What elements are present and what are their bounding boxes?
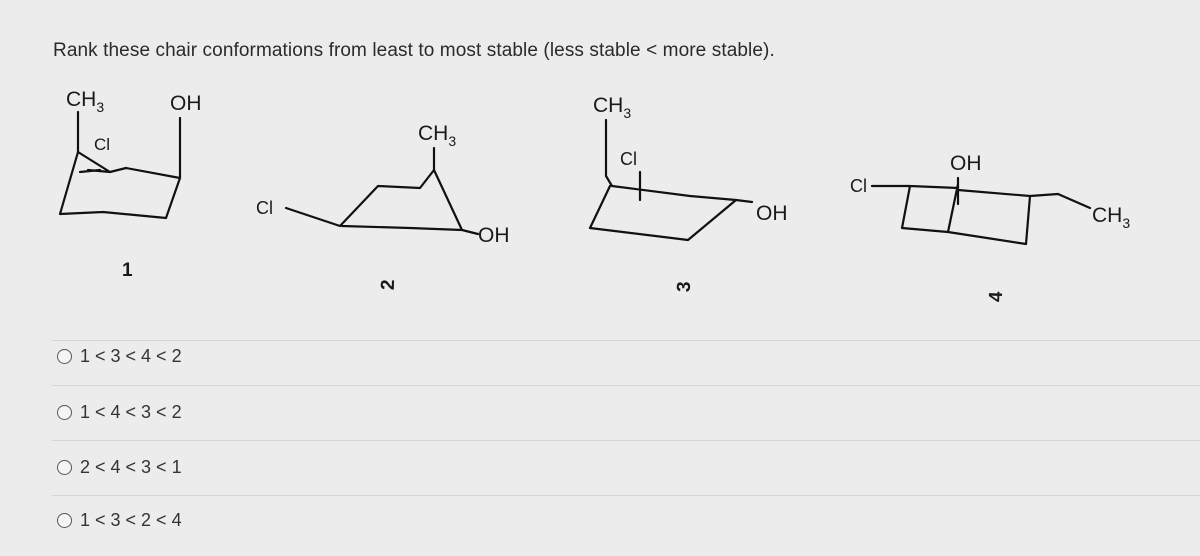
s1-cl-label: Cl [94,135,111,154]
s2-oh-label: OH [478,224,510,247]
structure-number-4: 4 [985,291,1008,303]
s3-ch3-label: $CH_3$ [593,94,632,121]
answer-option-label: 1 < 3 < 2 < 4 [80,510,182,530]
s3-cl-label: Cl [620,149,637,169]
radio-button-icon[interactable] [57,460,72,475]
answer-option-1[interactable] [57,346,182,367]
chair-structure-2 [256,122,510,290]
answer-option-4[interactable] [57,510,182,531]
s3-oh-label: OH [756,202,788,225]
radio-button-icon[interactable] [57,405,72,420]
divider [52,495,1200,496]
structure-number-1: 1 [122,260,133,281]
radio-button-icon[interactable] [57,349,72,364]
divider [52,340,1200,341]
chair-structure-1 [60,88,202,281]
s2-ch3-label: $CH_3$ [418,122,457,149]
s2-ring-bonds [286,148,478,234]
s4-ring-bonds [872,178,1090,244]
answer-option-2[interactable] [57,402,182,423]
structure-number-3: 3 [673,281,696,293]
s1-ch3-label: $CH_3$ [66,88,105,115]
chair-structure-4 [850,152,1130,302]
divider [52,440,1200,441]
chair-structure-3 [590,94,788,292]
s4-cl-label: Cl [850,176,867,196]
answer-option-label: 1 < 3 < 4 < 2 [80,346,182,366]
s4-oh-label: OH [950,152,982,175]
s2-cl-label: Cl [256,198,273,218]
s1-ring-bonds [60,112,180,218]
divider [52,385,1200,386]
radio-button-icon[interactable] [57,513,72,528]
s3-ring-bonds [590,120,752,240]
s4-ch3-label: $CH_3$ [1092,204,1131,231]
structure-number-2: 2 [377,279,400,291]
s1-oh-label: OH [170,92,202,115]
answer-option-label: 2 < 4 < 3 < 1 [80,457,182,477]
answer-option-3[interactable] [57,457,182,478]
question-text: Rank these chair conformations from least to most stable (less stable < more stable). [53,40,775,61]
answer-option-label: 1 < 4 < 3 < 2 [80,402,182,422]
